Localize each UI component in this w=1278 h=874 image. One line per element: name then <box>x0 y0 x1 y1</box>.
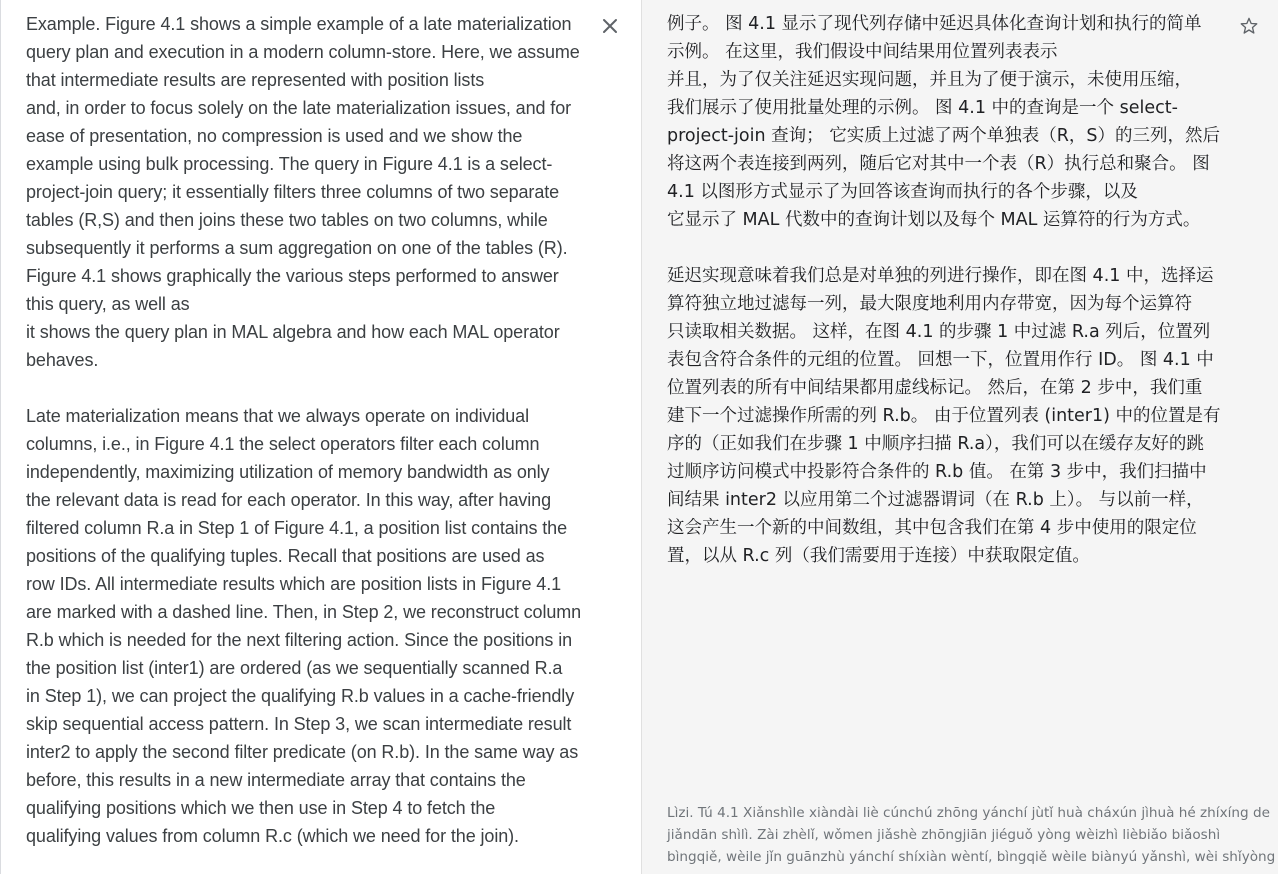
star-outline-icon <box>1239 16 1259 36</box>
source-line: this query, as well as <box>26 294 190 314</box>
romanization-line: jiǎndān shìlì. Zài zhèlǐ, wǒmen jiǎshè zhōngjiān jiéguǒ yòng wèizhì lièbiǎo biǎoshì <box>667 827 1221 843</box>
romanization-text <box>667 802 1276 868</box>
source-line: are marked with a dashed line. Then, in Step 2, we reconstruct column <box>26 602 582 622</box>
translation-pane <box>641 0 1278 874</box>
save-translation-button[interactable] <box>1236 13 1262 39</box>
source-line: Example. Figure 4.1 shows a simple example of a late materialization <box>26 14 572 34</box>
source-line: positions of the qualifying tuples. Recall that positions are used as <box>26 546 545 566</box>
source-line: query plan and execution in a modern column-store. Here, we assume <box>26 42 580 62</box>
source-line: skip sequential access pattern. In Step 3, we scan intermediate result <box>26 714 572 734</box>
translation-line: 我们展示了使用批量处理的示例。 图 4.1 中的查询是一个 select- <box>667 98 1178 118</box>
translation-line: 并且，为了仅关注延迟实现问题，并且为了便于演示，未使用压缩， <box>667 70 1192 90</box>
translation-line: 它显示了 MAL 代数中的查询计划以及每个 MAL 运算符的行为方式。 <box>667 210 1201 230</box>
translation-line: 表包含符合条件的元组的位置。 回想一下，位置用作行 ID。 图 4.1 中 <box>667 350 1214 370</box>
source-line: qualifying values from column R.c (which we need for the join). <box>26 826 519 846</box>
translation-line: 间结果 inter2 以应用第二个过滤器谓词（在 R.b 上）。 与以前一样， <box>667 490 1204 510</box>
source-text-area[interactable] <box>26 10 586 874</box>
source-line: the position list (inter1) are ordered (as we sequentially scanned R.a <box>26 658 563 678</box>
source-line: the relevant data is read for each operator. In this way, after having <box>26 490 551 510</box>
source-paragraph-2 <box>26 402 586 850</box>
translation-text <box>667 10 1237 598</box>
translation-paragraph-1 <box>667 10 1237 234</box>
clear-source-button[interactable] <box>597 13 623 39</box>
source-line: in Step 1), we can project the qualifying R.b values in a cache-friendly <box>26 686 575 706</box>
source-line: columns, i.e., in Figure 4.1 the select operators filter each column <box>26 434 540 454</box>
source-line: qualifying positions which we then use in Step 4 to fetch the <box>26 798 496 818</box>
source-line: example using bulk processing. The query in Figure 4.1 is a select- <box>26 154 553 174</box>
translation-line: 只读取相关数据。 这样，在图 4.1 的步骤 1 中过滤 R.a 列后，位置列 <box>667 322 1211 342</box>
translation-line: 位置列表的所有中间结果都用虚线标记。 然后，在第 2 步中，我们重 <box>667 378 1203 398</box>
translation-line: 过顺序访问模式中投影符合条件的 R.b 值。 在第 3 步中，我们扫描中 <box>667 462 1207 482</box>
translation-line: 例子。 图 4.1 显示了现代列存储中延迟具体化查询计划和执行的简单 <box>667 14 1202 34</box>
source-line: Figure 4.1 shows graphically the various steps performed to answer <box>26 266 559 286</box>
source-line: and, in order to focus solely on the late materialization issues, and for <box>26 98 572 118</box>
source-line: independently, maximizing utilization of memory bandwidth as only <box>26 462 550 482</box>
source-line: R.b which is needed for the next filtering action. Since the positions in <box>26 630 573 650</box>
translation-line: project-join 查询； 它实质上过滤了两个单独表（R，S）的三列，然后 <box>667 126 1220 146</box>
close-icon <box>601 17 619 35</box>
source-line: that intermediate results are represented with position lists <box>26 70 485 90</box>
romanization-line: Lìzi. Tú 4.1 Xiǎnshìle xiàndài liè cúnchú zhōng yánchí jùtǐ huà cháxún jìhuà hé zhíxíng de <box>667 805 1270 821</box>
translation-line: 示例。 在这里，我们假设中间结果用位置列表表示 <box>667 42 1058 62</box>
source-line: subsequently it performs a sum aggregation on one of the tables (R). <box>26 238 568 258</box>
source-line: it shows the query plan in MAL algebra and how each MAL operator <box>26 322 560 342</box>
translation-line: 这会产生一个新的中间数组，其中包含我们在第 4 步中使用的限定位 <box>667 518 1197 538</box>
translation-line: 算符独立地过滤每一列，最大限度地利用内存带宽，因为每个运算符 <box>667 294 1192 314</box>
source-line: project-join query; it essentially filters three columns of two separate <box>26 182 560 202</box>
source-line: ease of presentation, no compression is used and we show the <box>26 126 523 146</box>
source-paragraph-1 <box>26 10 586 374</box>
source-line: tables (R,S) and then joins these two tables on two columns, while <box>26 210 548 230</box>
source-line: inter2 to apply the second filter predicate (on R.b). In the same way as <box>26 742 579 762</box>
translation-line: 置，以从 R.c 列（我们需要用于连接）中获取限定值。 <box>667 546 1090 566</box>
source-line: Late materialization means that we always operate on individual <box>26 406 529 426</box>
source-line: row IDs. All intermediate results which are position lists in Figure 4.1 <box>26 574 562 594</box>
translation-paragraph-2 <box>667 262 1237 570</box>
source-line: filtered column R.a in Step 1 of Figure 4.1, a position list contains the <box>26 518 567 538</box>
translation-line: 延迟实现意味着我们总是对单独的列进行操作，即在图 4.1 中，选择运 <box>667 266 1214 286</box>
translation-line: 建下一个过滤操作所需的列 R.b。 由于位置列表 (inter1) 中的位置是有 <box>667 406 1221 426</box>
translation-line: 将这两个表连接到两列，随后它对其中一个表（R）执行总和聚合。 图 <box>667 154 1210 174</box>
translation-line: 序的（正如我们在步骤 1 中顺序扫描 R.a），我们可以在缓存友好的跳 <box>667 434 1204 454</box>
translation-line: 4.1 以图形方式显示了为回答该查询而执行的各个步骤，以及 <box>667 182 1138 202</box>
romanization-line: bìngqiě, wèile jǐn guānzhù yánchí shíxiàn wèntí, bìngqiě wèile biànyú yǎnshì, wèi shǐyòng <box>667 849 1276 865</box>
source-line: behaves. <box>26 350 99 370</box>
source-line: before, this results in a new intermediate array that contains the <box>26 770 526 790</box>
